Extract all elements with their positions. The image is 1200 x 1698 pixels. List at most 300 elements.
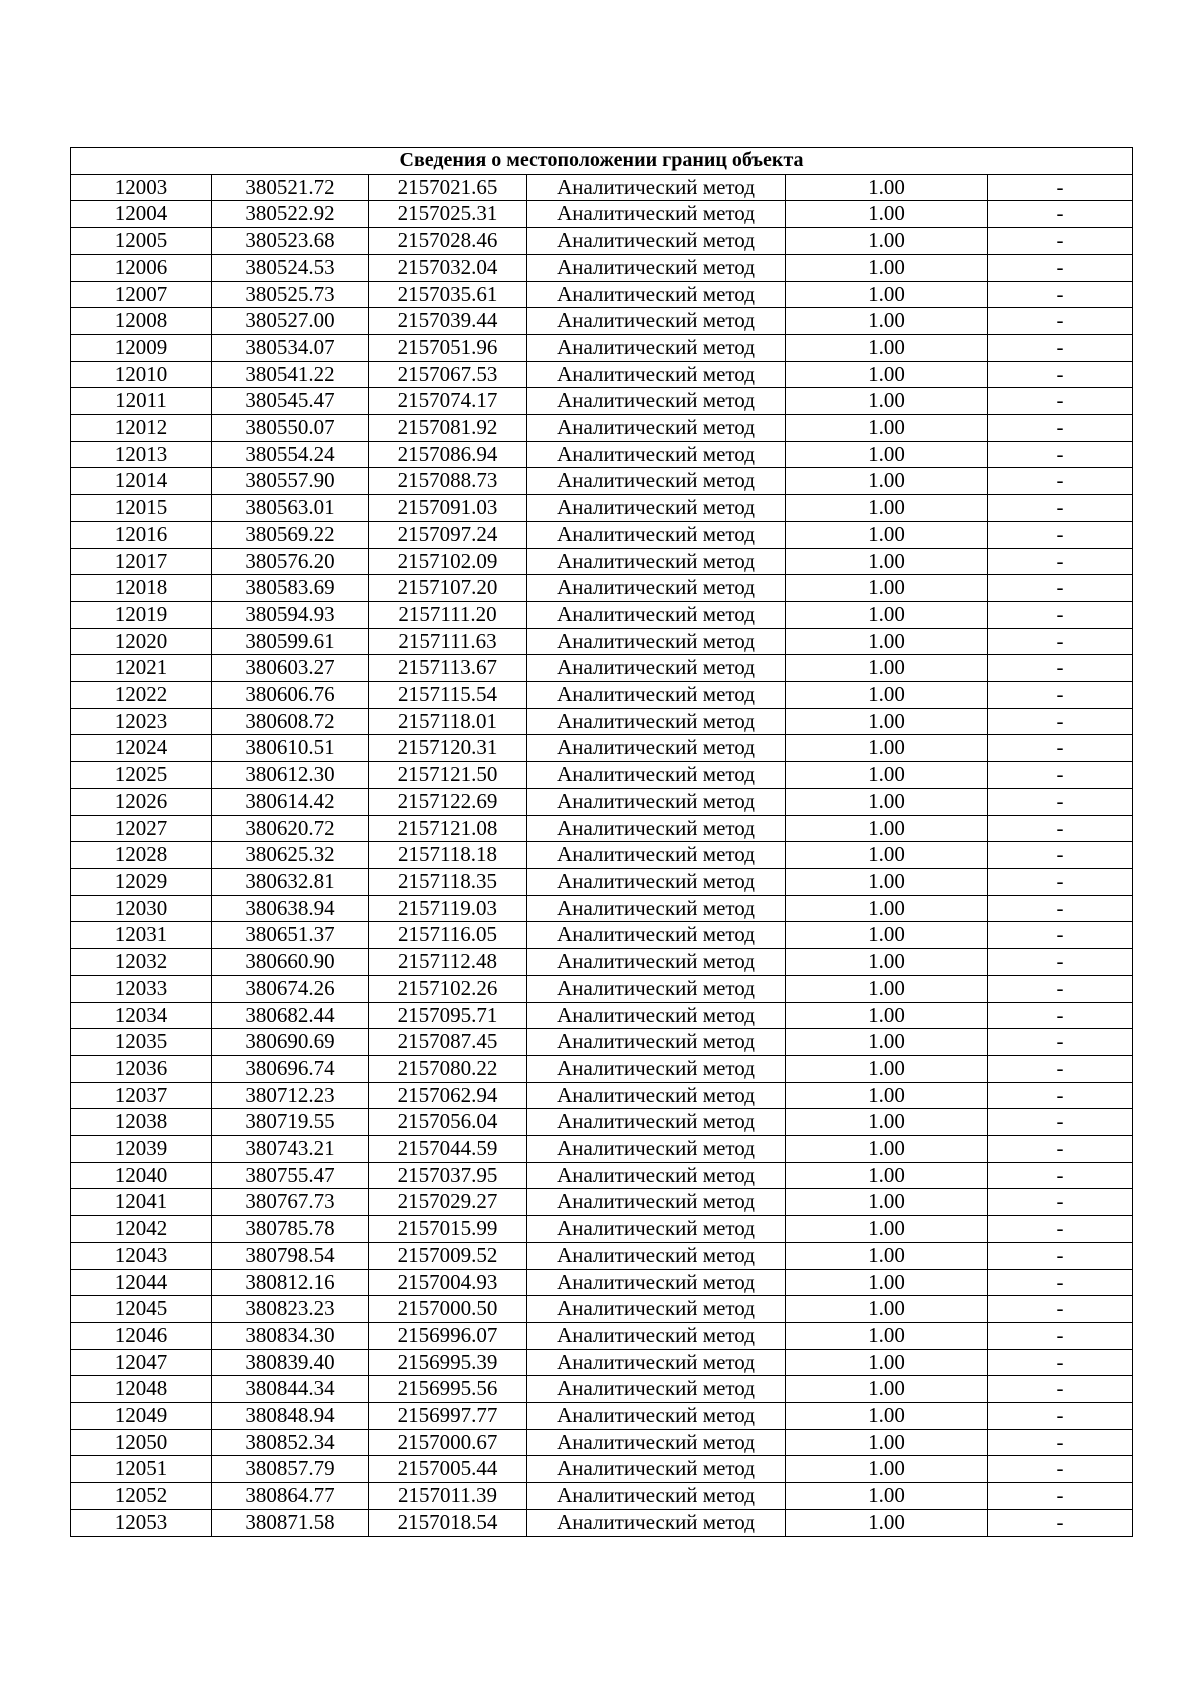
table-row bbox=[71, 655, 1133, 682]
description-cell: - bbox=[988, 1002, 1133, 1029]
point-number-cell: 12024 bbox=[71, 735, 212, 762]
table-row bbox=[71, 1456, 1133, 1483]
y-coordinate-cell: 2157116.05 bbox=[369, 922, 527, 949]
x-coordinate-cell: 380614.42 bbox=[212, 788, 369, 815]
accuracy-cell: 1.00 bbox=[786, 575, 988, 602]
point-number-cell: 12008 bbox=[71, 308, 212, 335]
table-row bbox=[71, 281, 1133, 308]
x-coordinate-cell: 380812.16 bbox=[212, 1269, 369, 1296]
x-coordinate-cell: 380522.92 bbox=[212, 201, 369, 228]
x-coordinate-cell: 380696.74 bbox=[212, 1055, 369, 1082]
accuracy-cell: 1.00 bbox=[786, 1269, 988, 1296]
point-number-cell: 12013 bbox=[71, 441, 212, 468]
method-cell: Аналитический метод bbox=[527, 521, 786, 548]
description-cell: - bbox=[988, 1216, 1133, 1243]
table-row bbox=[71, 1002, 1133, 1029]
accuracy-cell: 1.00 bbox=[786, 1349, 988, 1376]
point-number-cell: 12005 bbox=[71, 228, 212, 255]
description-cell: - bbox=[988, 1429, 1133, 1456]
accuracy-cell: 1.00 bbox=[786, 1242, 988, 1269]
point-number-cell: 12004 bbox=[71, 201, 212, 228]
point-number-cell: 12014 bbox=[71, 468, 212, 495]
method-cell: Аналитический метод bbox=[527, 361, 786, 388]
description-cell: - bbox=[988, 762, 1133, 789]
accuracy-cell: 1.00 bbox=[786, 548, 988, 575]
x-coordinate-cell: 380554.24 bbox=[212, 441, 369, 468]
x-coordinate-cell: 380823.23 bbox=[212, 1296, 369, 1323]
accuracy-cell: 1.00 bbox=[786, 308, 988, 335]
y-coordinate-cell: 2157113.67 bbox=[369, 655, 527, 682]
table-row bbox=[71, 441, 1133, 468]
x-coordinate-cell: 380576.20 bbox=[212, 548, 369, 575]
x-coordinate-cell: 380606.76 bbox=[212, 682, 369, 709]
point-number-cell: 12006 bbox=[71, 254, 212, 281]
description-cell: - bbox=[988, 281, 1133, 308]
table-row bbox=[71, 1136, 1133, 1163]
table-row bbox=[71, 201, 1133, 228]
point-number-cell: 12029 bbox=[71, 868, 212, 895]
y-coordinate-cell: 2157115.54 bbox=[369, 682, 527, 709]
x-coordinate-cell: 380632.81 bbox=[212, 868, 369, 895]
accuracy-cell: 1.00 bbox=[786, 1403, 988, 1430]
description-cell: - bbox=[988, 441, 1133, 468]
accuracy-cell: 1.00 bbox=[786, 762, 988, 789]
method-cell: Аналитический метод bbox=[527, 1456, 786, 1483]
accuracy-cell: 1.00 bbox=[786, 201, 988, 228]
accuracy-cell: 1.00 bbox=[786, 788, 988, 815]
description-cell: - bbox=[988, 1403, 1133, 1430]
x-coordinate-cell: 380852.34 bbox=[212, 1429, 369, 1456]
description-cell: - bbox=[988, 949, 1133, 976]
accuracy-cell: 1.00 bbox=[786, 415, 988, 442]
accuracy-cell: 1.00 bbox=[786, 895, 988, 922]
x-coordinate-cell: 380610.51 bbox=[212, 735, 369, 762]
y-coordinate-cell: 2157009.52 bbox=[369, 1242, 527, 1269]
x-coordinate-cell: 380834.30 bbox=[212, 1322, 369, 1349]
table-row bbox=[71, 895, 1133, 922]
x-coordinate-cell: 380569.22 bbox=[212, 521, 369, 548]
y-coordinate-cell: 2157035.61 bbox=[369, 281, 527, 308]
y-coordinate-cell: 2157087.45 bbox=[369, 1029, 527, 1056]
accuracy-cell: 1.00 bbox=[786, 1082, 988, 1109]
table-row bbox=[71, 468, 1133, 495]
y-coordinate-cell: 2157118.01 bbox=[369, 708, 527, 735]
table-row bbox=[71, 1296, 1133, 1323]
description-cell: - bbox=[988, 842, 1133, 869]
accuracy-cell: 1.00 bbox=[786, 655, 988, 682]
point-number-cell: 12048 bbox=[71, 1376, 212, 1403]
table-row bbox=[71, 1269, 1133, 1296]
x-coordinate-cell: 380608.72 bbox=[212, 708, 369, 735]
y-coordinate-cell: 2157111.63 bbox=[369, 628, 527, 655]
method-cell: Аналитический метод bbox=[527, 1162, 786, 1189]
table-row bbox=[71, 1162, 1133, 1189]
table-row bbox=[71, 1509, 1133, 1536]
y-coordinate-cell: 2157067.53 bbox=[369, 361, 527, 388]
method-cell: Аналитический метод bbox=[527, 868, 786, 895]
table-body bbox=[71, 174, 1133, 1536]
accuracy-cell: 1.00 bbox=[786, 868, 988, 895]
table-row bbox=[71, 228, 1133, 255]
x-coordinate-cell: 380563.01 bbox=[212, 495, 369, 522]
x-coordinate-cell: 380785.78 bbox=[212, 1216, 369, 1243]
y-coordinate-cell: 2157000.67 bbox=[369, 1429, 527, 1456]
description-cell: - bbox=[988, 1483, 1133, 1510]
table-row bbox=[71, 922, 1133, 949]
method-cell: Аналитический метод bbox=[527, 1136, 786, 1163]
table-row bbox=[71, 1029, 1133, 1056]
accuracy-cell: 1.00 bbox=[786, 1002, 988, 1029]
y-coordinate-cell: 2157097.24 bbox=[369, 521, 527, 548]
table-row bbox=[71, 548, 1133, 575]
table-row bbox=[71, 788, 1133, 815]
point-number-cell: 12026 bbox=[71, 788, 212, 815]
x-coordinate-cell: 380798.54 bbox=[212, 1242, 369, 1269]
accuracy-cell: 1.00 bbox=[786, 842, 988, 869]
table-row bbox=[71, 1429, 1133, 1456]
accuracy-cell: 1.00 bbox=[786, 1136, 988, 1163]
accuracy-cell: 1.00 bbox=[786, 628, 988, 655]
point-number-cell: 12010 bbox=[71, 361, 212, 388]
method-cell: Аналитический метод bbox=[527, 334, 786, 361]
method-cell: Аналитический метод bbox=[527, 1216, 786, 1243]
table-row bbox=[71, 1055, 1133, 1082]
point-number-cell: 12053 bbox=[71, 1509, 212, 1536]
table-row bbox=[71, 842, 1133, 869]
accuracy-cell: 1.00 bbox=[786, 735, 988, 762]
point-number-cell: 12016 bbox=[71, 521, 212, 548]
method-cell: Аналитический метод bbox=[527, 254, 786, 281]
method-cell: Аналитический метод bbox=[527, 1349, 786, 1376]
point-number-cell: 12028 bbox=[71, 842, 212, 869]
description-cell: - bbox=[988, 388, 1133, 415]
description-cell: - bbox=[988, 1376, 1133, 1403]
table-row bbox=[71, 415, 1133, 442]
y-coordinate-cell: 2157018.54 bbox=[369, 1509, 527, 1536]
point-number-cell: 12017 bbox=[71, 548, 212, 575]
y-coordinate-cell: 2157121.08 bbox=[369, 815, 527, 842]
description-cell: - bbox=[988, 975, 1133, 1002]
point-number-cell: 12003 bbox=[71, 174, 212, 201]
method-cell: Аналитический метод bbox=[527, 788, 786, 815]
description-cell: - bbox=[988, 334, 1133, 361]
accuracy-cell: 1.00 bbox=[786, 441, 988, 468]
y-coordinate-cell: 2157091.03 bbox=[369, 495, 527, 522]
description-cell: - bbox=[988, 1029, 1133, 1056]
y-coordinate-cell: 2157056.04 bbox=[369, 1109, 527, 1136]
method-cell: Аналитический метод bbox=[527, 735, 786, 762]
description-cell: - bbox=[988, 468, 1133, 495]
description-cell: - bbox=[988, 788, 1133, 815]
method-cell: Аналитический метод bbox=[527, 468, 786, 495]
description-cell: - bbox=[988, 254, 1133, 281]
y-coordinate-cell: 2157044.59 bbox=[369, 1136, 527, 1163]
method-cell: Аналитический метод bbox=[527, 1029, 786, 1056]
table-row bbox=[71, 601, 1133, 628]
description-cell: - bbox=[988, 868, 1133, 895]
point-number-cell: 12051 bbox=[71, 1456, 212, 1483]
method-cell: Аналитический метод bbox=[527, 308, 786, 335]
y-coordinate-cell: 2157121.50 bbox=[369, 762, 527, 789]
point-number-cell: 12043 bbox=[71, 1242, 212, 1269]
description-cell: - bbox=[988, 922, 1133, 949]
point-number-cell: 12022 bbox=[71, 682, 212, 709]
description-cell: - bbox=[988, 1189, 1133, 1216]
x-coordinate-cell: 380871.58 bbox=[212, 1509, 369, 1536]
y-coordinate-cell: 2157051.96 bbox=[369, 334, 527, 361]
description-cell: - bbox=[988, 1162, 1133, 1189]
x-coordinate-cell: 380534.07 bbox=[212, 334, 369, 361]
table-row bbox=[71, 254, 1133, 281]
accuracy-cell: 1.00 bbox=[786, 682, 988, 709]
accuracy-cell: 1.00 bbox=[786, 1109, 988, 1136]
description-cell: - bbox=[988, 1055, 1133, 1082]
point-number-cell: 12041 bbox=[71, 1189, 212, 1216]
y-coordinate-cell: 2157080.22 bbox=[369, 1055, 527, 1082]
method-cell: Аналитический метод bbox=[527, 842, 786, 869]
table-row bbox=[71, 334, 1133, 361]
method-cell: Аналитический метод bbox=[527, 1296, 786, 1323]
method-cell: Аналитический метод bbox=[527, 1055, 786, 1082]
method-cell: Аналитический метод bbox=[527, 815, 786, 842]
point-number-cell: 12025 bbox=[71, 762, 212, 789]
method-cell: Аналитический метод bbox=[527, 708, 786, 735]
point-number-cell: 12011 bbox=[71, 388, 212, 415]
description-cell: - bbox=[988, 1082, 1133, 1109]
x-coordinate-cell: 380682.44 bbox=[212, 1002, 369, 1029]
y-coordinate-cell: 2157118.18 bbox=[369, 842, 527, 869]
table-row bbox=[71, 1242, 1133, 1269]
point-number-cell: 12021 bbox=[71, 655, 212, 682]
description-cell: - bbox=[988, 708, 1133, 735]
x-coordinate-cell: 380527.00 bbox=[212, 308, 369, 335]
y-coordinate-cell: 2157037.95 bbox=[369, 1162, 527, 1189]
table-row bbox=[71, 1082, 1133, 1109]
accuracy-cell: 1.00 bbox=[786, 949, 988, 976]
point-number-cell: 12037 bbox=[71, 1082, 212, 1109]
y-coordinate-cell: 2157062.94 bbox=[369, 1082, 527, 1109]
x-coordinate-cell: 380839.40 bbox=[212, 1349, 369, 1376]
method-cell: Аналитический метод bbox=[527, 682, 786, 709]
accuracy-cell: 1.00 bbox=[786, 1162, 988, 1189]
table-row bbox=[71, 1483, 1133, 1510]
accuracy-cell: 1.00 bbox=[786, 228, 988, 255]
point-number-cell: 12033 bbox=[71, 975, 212, 1002]
description-cell: - bbox=[988, 1349, 1133, 1376]
description-cell: - bbox=[988, 201, 1133, 228]
y-coordinate-cell: 2157028.46 bbox=[369, 228, 527, 255]
x-coordinate-cell: 380599.61 bbox=[212, 628, 369, 655]
table-row bbox=[71, 868, 1133, 895]
table-row bbox=[71, 628, 1133, 655]
point-number-cell: 12009 bbox=[71, 334, 212, 361]
method-cell: Аналитический метод bbox=[527, 1109, 786, 1136]
method-cell: Аналитический метод bbox=[527, 1376, 786, 1403]
x-coordinate-cell: 380603.27 bbox=[212, 655, 369, 682]
accuracy-cell: 1.00 bbox=[786, 521, 988, 548]
accuracy-cell: 1.00 bbox=[786, 388, 988, 415]
description-cell: - bbox=[988, 682, 1133, 709]
table-header bbox=[71, 148, 1133, 175]
x-coordinate-cell: 380767.73 bbox=[212, 1189, 369, 1216]
point-number-cell: 12034 bbox=[71, 1002, 212, 1029]
accuracy-cell: 1.00 bbox=[786, 334, 988, 361]
method-cell: Аналитический метод bbox=[527, 1002, 786, 1029]
method-cell: Аналитический метод bbox=[527, 228, 786, 255]
x-coordinate-cell: 380848.94 bbox=[212, 1403, 369, 1430]
accuracy-cell: 1.00 bbox=[786, 1429, 988, 1456]
table-row bbox=[71, 1109, 1133, 1136]
x-coordinate-cell: 380690.69 bbox=[212, 1029, 369, 1056]
point-number-cell: 12023 bbox=[71, 708, 212, 735]
x-coordinate-cell: 380719.55 bbox=[212, 1109, 369, 1136]
x-coordinate-cell: 380612.30 bbox=[212, 762, 369, 789]
description-cell: - bbox=[988, 815, 1133, 842]
point-number-cell: 12031 bbox=[71, 922, 212, 949]
table-row bbox=[71, 815, 1133, 842]
method-cell: Аналитический метод bbox=[527, 388, 786, 415]
description-cell: - bbox=[988, 548, 1133, 575]
point-number-cell: 12012 bbox=[71, 415, 212, 442]
description-cell: - bbox=[988, 895, 1133, 922]
x-coordinate-cell: 380541.22 bbox=[212, 361, 369, 388]
accuracy-cell: 1.00 bbox=[786, 708, 988, 735]
y-coordinate-cell: 2157118.35 bbox=[369, 868, 527, 895]
method-cell: Аналитический метод bbox=[527, 1429, 786, 1456]
description-cell: - bbox=[988, 1296, 1133, 1323]
point-number-cell: 12049 bbox=[71, 1403, 212, 1430]
point-number-cell: 12050 bbox=[71, 1429, 212, 1456]
accuracy-cell: 1.00 bbox=[786, 174, 988, 201]
method-cell: Аналитический метод bbox=[527, 548, 786, 575]
point-number-cell: 12047 bbox=[71, 1349, 212, 1376]
description-cell: - bbox=[988, 521, 1133, 548]
accuracy-cell: 1.00 bbox=[786, 1376, 988, 1403]
x-coordinate-cell: 380625.32 bbox=[212, 842, 369, 869]
description-cell: - bbox=[988, 174, 1133, 201]
table-row bbox=[71, 682, 1133, 709]
table-row bbox=[71, 575, 1133, 602]
description-cell: - bbox=[988, 1269, 1133, 1296]
accuracy-cell: 1.00 bbox=[786, 495, 988, 522]
description-cell: - bbox=[988, 1109, 1133, 1136]
y-coordinate-cell: 2157081.92 bbox=[369, 415, 527, 442]
y-coordinate-cell: 2157119.03 bbox=[369, 895, 527, 922]
x-coordinate-cell: 380524.53 bbox=[212, 254, 369, 281]
point-number-cell: 12052 bbox=[71, 1483, 212, 1510]
x-coordinate-cell: 380545.47 bbox=[212, 388, 369, 415]
accuracy-cell: 1.00 bbox=[786, 815, 988, 842]
table-row bbox=[71, 949, 1133, 976]
y-coordinate-cell: 2157025.31 bbox=[369, 201, 527, 228]
method-cell: Аналитический метод bbox=[527, 495, 786, 522]
table-row bbox=[71, 762, 1133, 789]
accuracy-cell: 1.00 bbox=[786, 1456, 988, 1483]
point-number-cell: 12042 bbox=[71, 1216, 212, 1243]
y-coordinate-cell: 2157004.93 bbox=[369, 1269, 527, 1296]
y-coordinate-cell: 2157088.73 bbox=[369, 468, 527, 495]
x-coordinate-cell: 380660.90 bbox=[212, 949, 369, 976]
point-number-cell: 12035 bbox=[71, 1029, 212, 1056]
description-cell: - bbox=[988, 735, 1133, 762]
y-coordinate-cell: 2157102.26 bbox=[369, 975, 527, 1002]
y-coordinate-cell: 2157120.31 bbox=[369, 735, 527, 762]
description-cell: - bbox=[988, 1456, 1133, 1483]
point-number-cell: 12040 bbox=[71, 1162, 212, 1189]
description-cell: - bbox=[988, 415, 1133, 442]
method-cell: Аналитический метод bbox=[527, 949, 786, 976]
accuracy-cell: 1.00 bbox=[786, 1483, 988, 1510]
table-row bbox=[71, 735, 1133, 762]
table-title-row bbox=[71, 148, 1133, 175]
description-cell: - bbox=[988, 628, 1133, 655]
table-row bbox=[71, 1322, 1133, 1349]
y-coordinate-cell: 2157086.94 bbox=[369, 441, 527, 468]
y-coordinate-cell: 2157112.48 bbox=[369, 949, 527, 976]
method-cell: Аналитический метод bbox=[527, 1322, 786, 1349]
x-coordinate-cell: 380583.69 bbox=[212, 575, 369, 602]
accuracy-cell: 1.00 bbox=[786, 1296, 988, 1323]
description-cell: - bbox=[988, 1322, 1133, 1349]
point-number-cell: 12027 bbox=[71, 815, 212, 842]
method-cell: Аналитический метод bbox=[527, 1403, 786, 1430]
description-cell: - bbox=[988, 308, 1133, 335]
method-cell: Аналитический метод bbox=[527, 174, 786, 201]
table-row bbox=[71, 495, 1133, 522]
point-number-cell: 12044 bbox=[71, 1269, 212, 1296]
y-coordinate-cell: 2157039.44 bbox=[369, 308, 527, 335]
method-cell: Аналитический метод bbox=[527, 1483, 786, 1510]
y-coordinate-cell: 2156997.77 bbox=[369, 1403, 527, 1430]
table-title: Сведения о местоположении границ объекта bbox=[71, 148, 1133, 175]
y-coordinate-cell: 2157095.71 bbox=[369, 1002, 527, 1029]
accuracy-cell: 1.00 bbox=[786, 1055, 988, 1082]
accuracy-cell: 1.00 bbox=[786, 254, 988, 281]
point-number-cell: 12030 bbox=[71, 895, 212, 922]
description-cell: - bbox=[988, 495, 1133, 522]
description-cell: - bbox=[988, 655, 1133, 682]
table-row bbox=[71, 1189, 1133, 1216]
description-cell: - bbox=[988, 1509, 1133, 1536]
accuracy-cell: 1.00 bbox=[786, 361, 988, 388]
method-cell: Аналитический метод bbox=[527, 415, 786, 442]
table-row bbox=[71, 521, 1133, 548]
x-coordinate-cell: 380594.93 bbox=[212, 601, 369, 628]
table-row bbox=[71, 361, 1133, 388]
x-coordinate-cell: 380712.23 bbox=[212, 1082, 369, 1109]
x-coordinate-cell: 380550.07 bbox=[212, 415, 369, 442]
description-cell: - bbox=[988, 228, 1133, 255]
x-coordinate-cell: 380521.72 bbox=[212, 174, 369, 201]
x-coordinate-cell: 380743.21 bbox=[212, 1136, 369, 1163]
y-coordinate-cell: 2157111.20 bbox=[369, 601, 527, 628]
method-cell: Аналитический метод bbox=[527, 601, 786, 628]
accuracy-cell: 1.00 bbox=[786, 281, 988, 308]
x-coordinate-cell: 380557.90 bbox=[212, 468, 369, 495]
table-row bbox=[71, 708, 1133, 735]
y-coordinate-cell: 2157021.65 bbox=[369, 174, 527, 201]
point-number-cell: 12036 bbox=[71, 1055, 212, 1082]
y-coordinate-cell: 2157029.27 bbox=[369, 1189, 527, 1216]
table-row bbox=[71, 975, 1133, 1002]
y-coordinate-cell: 2157122.69 bbox=[369, 788, 527, 815]
table-row bbox=[71, 174, 1133, 201]
method-cell: Аналитический метод bbox=[527, 975, 786, 1002]
method-cell: Аналитический метод bbox=[527, 441, 786, 468]
description-cell: - bbox=[988, 1242, 1133, 1269]
x-coordinate-cell: 380638.94 bbox=[212, 895, 369, 922]
method-cell: Аналитический метод bbox=[527, 1189, 786, 1216]
